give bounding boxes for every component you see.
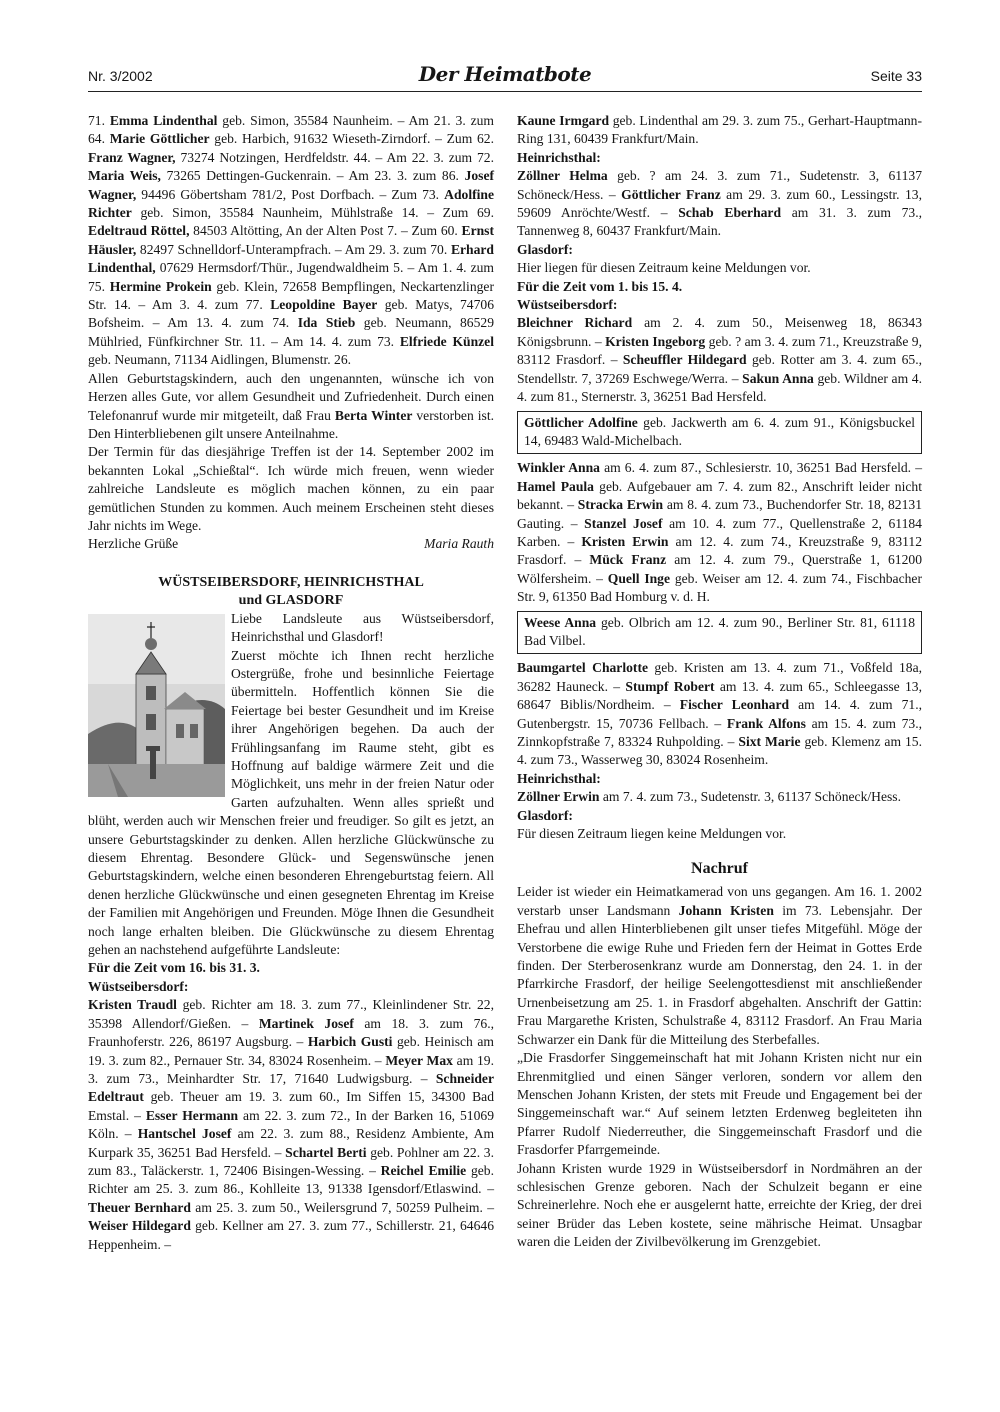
birthday-list: Baumgartel Charlotte geb. Kristen am 13. 4. zum 71., Voßfeld 18a, 36282 Hauneck. – Stumpf Robert am 13. 4. zum 65., Schleegasse 13, 68647 Biblis/Nordheim. – Fischer Leonhard am 14. 4. zum 71., Gutenbergstr. 15, 70736 Fellbach. – Frank Alfons am 15. 4. zum 73., Zinnkopfstraße 7, 83324 Ruhpolding. – Sixt Marie geb. Klemenz am 15. 4. zum 73., Wasserweg 30, 83024 Rosenheim. <box>517 660 923 768</box>
article-text: Liebe Landsleute aus Wüstseibersdorf, Heinrichsthal und Glasdorf! Zuerst möchte ich Ihnen recht herzliche Ostergrüße, frohe und besinnliche Feiertage übermitteln. Hoffentlich können Sie die Feiertage bei bester Gesundheit und im Kreise ihrer Angehörigen begehen. Da auch der Frühlingsanfang im Raume steht, gibt es Hoffnung auf baldige wärmere Zeit und die Möglichkeit, uns mehr in der freien Natur oder Garten aufzuhalten. Wenn alles sprießt und blüht, werden auch wir Menschen freier und freudiger. So gilt es jetzt, an unsere Geburtstagskinder zu denken. Allen herzliche Glückwünsche zu diesem Ehrentag. Besondere Glück- und Segenswünsche jenen Geburtstagskindern, welche einen besonderen Ehrengeburtstag feiern. All denen herzliche Glückwünsche und einen gesegneten Ehrentag im Kreise der Familien mit Angehörigen und Freunden. Möge Ihnen die Gesundheit noch lange erhalten bleiben. Die Glückwünsche zu diesem Ehrentag gehen an nachstehend aufgeführte Landsleute: <box>88 610 494 958</box>
village-heading: Wüstseibersdorf: <box>88 978 189 994</box>
meeting-paragraph: Der Termin für das diesjährige Treffen ist der 14. September 2002 im bekannten Lokal „Schießtal“. Ich würde mich freuen, wenn wieder zahlreiche Landsleute es möglich machen können, zu ein paar gemütlichen Stunden zu kommen. Auch meinem Erscheinen steht dieses Jahr nichts im Wege. <box>88 444 494 533</box>
birthday-list: Kristen Traudl geb. Richter am 18. 3. zum 77., Kleinlindener Str. 22, 35398 Allendorf/Gießen. – Martinek Josef am 18. 3. zum 76., Fraunhoferstr. 226, 86197 Augsburg. – Harbich Gusti geb. Heinisch am 19. 3. zum 82., Pernauer Str. 34, 83024 Rosenheim. – Meyer Max am 19. 3. zum 73., Meinhardter Str. 17, 71640 Ludwigsburg. – Schneider Edeltraut geb. Theuer am 19. 3. zum 60., Im Siffen 15, 34300 Bad Emstal. – Esser Hermann am 22. 3. zum 72., In der Barken 16, 51069 Köln. – Hantschel Josef am 22. 3. zum 88., Residenz Ambiente, Am Kurpark 35, 36251 Bad Hersfeld. – Schartel Berti geb. Pohlner am 22. 3. zum 83., Taläckerstr. 1, 72406 Bisingen-Wessing. – Reichel Emilie geb. Richter am 25. 3. zum 86., Kohlleite 13, 91338 Igensdorf/Etlaswind. – Theuer Bernhard am 25. 3. zum 50., Weilersgrund 7, 50259 Pulheim. – Weiser Hildegard geb. Kellner am 27. 3. zum 77., Schillerstr. 21, 64646 Heppenheim. – <box>88 997 495 1252</box>
wishes-paragraph: Allen Geburtstagskindern, auch den ungenannten, wünsche ich von Herzen alles Gute, vor allem Gesundheit und Zufriedenheit. Durch einen Telefonanruf wurde mir mitgeteilt, daß Frau Berta Winter verstorben ist. Den Hinterbliebenen gilt unsere Anteilnahme. <box>88 370 495 441</box>
church-image <box>88 614 225 797</box>
period-heading: Für die Zeit vom 16. bis 31. 3. <box>88 960 260 976</box>
header-rule <box>88 91 922 92</box>
village-heading-glasdorf: Glasdorf: <box>517 807 573 823</box>
page-header <box>88 64 922 94</box>
birthday-list: Winkler Anna am 6. 4. zum 87., Schlesierstr. 10, 36251 Bad Hersfeld. – Hamel Paula geb. Aufgebauer am 7. 4. zum 82., Anschrift leider nicht bekannt. – Stracka Erwin am 8. 4. zum 73., Buchendorfer Str. 18, 82131 Gauting. – Stanzel Josef am 10. 4. zum 77., Quellenstraße 2, 61184 Karben. – Kristen Erwin am 12. 4. zum 74., Kreuzstraße 9, 83112 Frasdorf. – Mück Franz am 12. 4. zum 79., Querstraße 1, 61200 Wölfersheim. – Quell Inge geb. Weiser am 12. 4. zum 74., Fischbacher Str. 9, 61350 Bad Homburg v. d. H. <box>517 460 922 605</box>
obituary-title: Nachruf <box>691 860 748 878</box>
birthday-entry: Kaune Irmgard geb. Lindenthal am 29. 3. zum 75., Gerhart-Hauptmann-Ring 131, 60439 Frankfurt/Main. <box>517 113 922 147</box>
boxed-birthday-entry: Weese Anna geb. Olbrich am 12. 4. zum 90., Berliner Str. 81, 61118 Bad Vilbel. <box>524 614 915 648</box>
period-heading: Für die Zeit vom 1. bis 15. 4. <box>517 278 683 294</box>
obituary-paragraph: „Die Frasdorfer Singgemeinschaft hat mit Johann Kristen nicht nur ein Ehrenmitglied und einen Sänger verloren, sondern vor allem den Menschen Johann Kristen, der stets mit Freude und Engagement bei der Singgemeinschaft war.“ Auf seinem letzten Erdenweg begleiteten ihn Pfarrer Rudolf Niederreuther, die Singgemeinschaft Frasdorf und die Frasdorfer Pfarrgemeinde. <box>517 1050 922 1158</box>
no-reports-note: Für diesen Zeitraum liegen keine Meldungen vor. <box>517 826 787 842</box>
page-number: Seite 33 <box>870 68 922 84</box>
birthday-list-continued: 71. Emma Lindenthal geb. Simon, 35584 Naunheim. – Am 21. 3. zum 64. Marie Göttlicher geb. Harbich, 91632 Wieseth-Zirndorf. – Zum 62. Franz Wagner, 73274 Notzingen, Herdfeldstr. 44. – Am 22. 3. zum 72. Maria Weis, 73265 Dettingen-Guckenrain. – Am 23. 3. zum 86. Josef Wagner, 94496 Göbertsham 781/2, Post Dorfbach. – Zum 73. Adolfine Richter geb. Simon, 35584 Naunheim, Mühlstraße 14. – Zum 69. Edeltraud Röttel, 84503 Altötting, An der Alten Post 7. – Zum 60. Ernst Häusler, 82497 Schnelldorf-Unterampfrach. – Am 29. 3. zum 70. Erhard Lindenthal, 07629 Hermsdorf/Thür., Jugendwaldheim 5. – Am 1. 4. zum 75. Hermine Prokein geb. Klein, 72658 Bempflingen, Neckartenzlinger Str. 14. – Am 3. 4. zum 77. Leopoldine Bayer geb. Matys, 74706 Bofsheim. – Am 13. 4. zum 74. Ida Stieb geb. Neumann, 86529 Mühlried, Fünfkirchner Str. 11. – Am 14. 4. zum 73. Elfriede Künzel geb. Neumann, 71134 Aidlingen, Blumenstr. 26. <box>88 113 495 368</box>
right-column <box>517 112 922 1252</box>
newspaper-title: Der Heimatbote <box>418 62 592 86</box>
birthday-entry: Zöllner Erwin am 7. 4. zum 73., Sudetenstr. 3, 61137 Schöneck/Hess. <box>517 789 901 805</box>
obituary-paragraph: Leider ist wieder ein Heimatkamerad von uns gegangen. Am 16. 1. 2002 verstarb unser Landsmann Johann Kristen im 73. Lebensjahr. Der Ehefrau und allen Hinterbliebenen gilt unser tiefes Mitgefühl. Möge der Verstorbene die ewige Ruhe und Frieden fern der Heimat in Gottes Erde finden. Der Sterberosenkranz wurde am Donnerstag, den 24. 1. in der Pfarrkirche Frasdorf, der heilige Seelengottesdienst mit anschließender Urnenbeisetzung am 25. 1. in Frasdorf abgehalten. Anschrift der Gattin: Frau Margarethe Kristen, Schulstraße 4, 83112 Frasdorf. An Frau Maria Schwarzer ein Dank für die Mitteilung des Sterbefalles. <box>517 884 923 1047</box>
birthday-list: Bleichner Richard am 2. 4. zum 50., Meisenweg 18, 86343 Königsbrunn. – Kristen Ingeborg geb. ? am 3. 4. zum 71., Kreuzstraße 9, 83112 Frasdorf. – Scheuffler Hildegard geb. Rotter am 3. 4. zum 65., Stendellstr. 7, 37269 Eschwege/Werra. – Sakun Anna geb. Wildner am 4. 4. zum 81., Sternerstr. 3, 36251 Bad Hersfeld. <box>517 315 922 405</box>
issue-number: Nr. 3/2002 <box>88 68 153 84</box>
village-heading-glasdorf: Glasdorf: <box>517 241 573 257</box>
section-subtitle: und GLASDORF <box>238 592 344 608</box>
no-reports-note: Hier liegen für diesen Zeitraum keine Meldungen vor. <box>517 260 811 276</box>
left-column <box>88 112 494 1254</box>
section-title: WÜSTSEIBERSDORF, HEINRICHSTHAL <box>158 574 424 590</box>
article <box>88 610 494 1254</box>
boxed-birthday-entry: Göttlicher Adolfine geb. Jackwerth am 6. 4. zum 91., Königsbuckel 14, 69483 Wald-Michelbach. <box>524 414 916 448</box>
birthday-list: Zöllner Helma geb. ? am 24. 3. zum 71., Sudetenstr. 3, 61137 Schöneck/Hess. – Göttlicher Franz am 29. 3. zum 60., Lessingstr. 13, 59609 Anröchte/Westf. – Schab Eberhard am 31. 3. zum 73., Tannenweg 8, 60437 Frankfurt/Main. <box>517 168 922 239</box>
village-heading-wuestseibersdorf: Wüstseibersdorf: <box>517 297 618 313</box>
church-photo <box>88 614 225 797</box>
obituary-paragraph: Johann Kristen wurde 1929 in Wüstseibersdorf in Nordmähren an der schlesischen Grenze geboren. Nach der Schulzeit begann er eine Schreinerlehre. Noch ehe er ausgelernt hatte, erreichte der Krieg, der drei seiner Brüder das Leben kostete, seine mährische Heimat. Unsagbar waren die Leiden der Zivilbevölkerung im Grenzgebiet. <box>517 1160 922 1250</box>
greeting: Herzliche Grüße <box>88 536 179 552</box>
highlight-box <box>517 411 922 455</box>
highlight-box <box>517 611 922 655</box>
village-heading-heinrichsthal: Heinrichsthal: <box>517 770 601 786</box>
signature-name: Maria Rauth <box>424 536 494 552</box>
village-heading-heinrichsthal: Heinrichsthal: <box>517 149 601 165</box>
signature-line <box>88 535 494 553</box>
